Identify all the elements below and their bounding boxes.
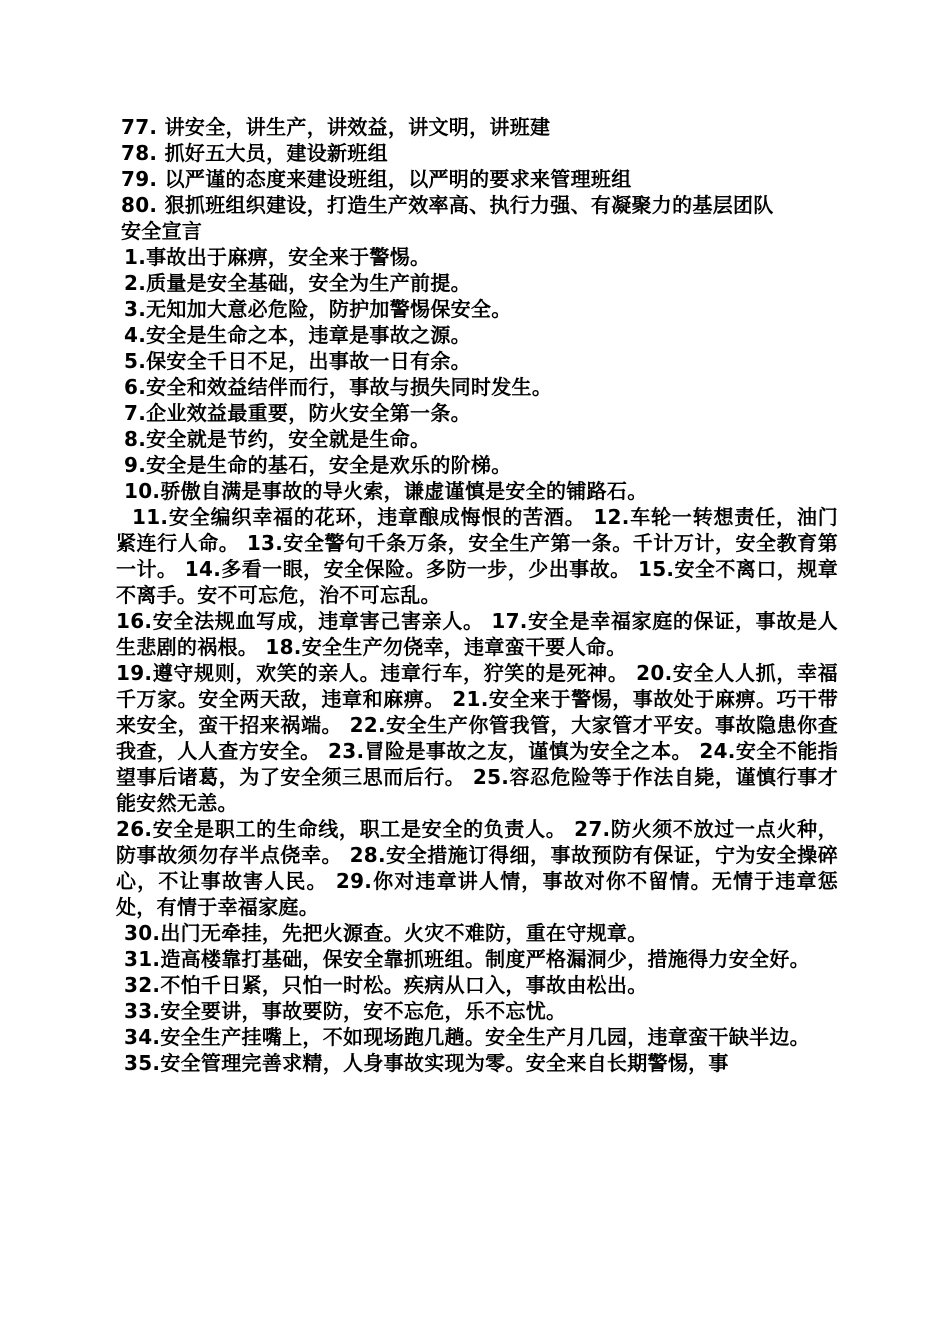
slogan-9: 9.安全是生命的基石，安全是欢乐的阶梯。 [124, 453, 512, 477]
slogan-3: 3.无知加大意必危险，防护加警惕保安全。 [124, 297, 512, 321]
list-item-78: 78. 抓好五大员，建设新班组 [121, 141, 388, 165]
list-item-77: 77. 讲安全，讲生产，讲效益，讲文明，讲班建 [121, 115, 551, 139]
paragraph-16-18: 16.安全法规血写成，违章害己害亲人。 17.安全是幸福家庭的保证，事故是人生悲剧的祸根。 18.安全生产勿侥幸，违章蛮干要人命。 [116, 609, 838, 659]
slogan-31: 31.造高楼靠打基础，保安全靠抓班组。制度严格漏洞少，措施得力安全好。 [124, 947, 810, 971]
paragraph-26-29: 26.安全是职工的生命线，职工是安全的负责人。 27.防火须不放过一点火种，防事故须勿存半点侥幸。 28.安全措施订得细，事故预防有保证，宁为安全操碎心，不让事故害人民。 29.你对违章讲人情，事故对你不留情。无情于违章惩处，有情于幸福家庭。 [116, 817, 838, 919]
slogan-30: 30.出门无牵挂，先把火源查。火灾不难防，重在守规章。 [124, 921, 648, 945]
list-item-80: 80. 狠抓班组织建设，打造生产效率高、执行力强、有凝聚力的基层团队 [121, 193, 774, 217]
slogan-8: 8.安全就是节约，安全就是生命。 [124, 427, 431, 451]
slogan-32: 32.不怕千日紧，只怕一时松。疾病从口入，事故由松出。 [124, 973, 648, 997]
paragraph-19-25: 19.遵守规则，欢笑的亲人。违章行车，狞笑的是死神。 20.安全人人抓，幸福千万家。安全两天敌，违章和麻痹。 21.安全来于警惕，事故处于麻痹。巧干带来安全，蛮干招来祸端。 22.安全生产你管我管，大家管才平安。事故隐患你查我查，人人查方安全。 23.冒险是事故之友，谨慎为安全之本。 24.安全不能指望事后诸葛，为了安全须三思而后行。 25.容忍危险等于作法自毙，谨慎行事才能安然无恙。 [116, 661, 838, 815]
slogan-2: 2.质量是安全基础，安全为生产前提。 [124, 271, 471, 295]
slogan-35: 35.安全管理完善求精，人身事故实现为零。安全来自长期警惕，事 [124, 1051, 729, 1075]
slogan-7: 7.企业效益最重要，防火安全第一条。 [124, 401, 471, 425]
document-page [116, 114, 838, 1076]
slogan-1: 1.事故出于麻痹，安全来于警惕。 [124, 245, 431, 269]
slogan-5: 5.保安全千日不足，出事故一日有余。 [124, 349, 471, 373]
section-title: 安全宣言 [121, 219, 203, 243]
slogan-6: 6.安全和效益结伴而行，事故与损失同时发生。 [124, 375, 553, 399]
slogan-4: 4.安全是生命之本，违章是事故之源。 [124, 323, 471, 347]
list-item-79: 79. 以严谨的态度来建设班组，以严明的要求来管理班组 [121, 167, 632, 191]
slogan-34: 34.安全生产挂嘴上，不如现场跑几趟。安全生产月几园，违章蛮干缺半边。 [124, 1025, 810, 1049]
paragraph-11-15: 11.安全编织幸福的花环，违章酿成悔恨的苦酒。 12.车轮一转想责任，油门紧连行人命。 13.安全警句千条万条，安全生产第一条。千计万计，安全教育第一计。 14.多看一眼，安全保险。多防一步，少出事故。 15.安全不离口，规章不离手。安不可忘危，治不可忘乱。 [116, 505, 838, 607]
slogan-10: 10.骄傲自满是事故的导火索，谦虚谨慎是安全的铺路石。 [124, 479, 648, 503]
slogan-33: 33.安全要讲，事故要防，安不忘危，乐不忘忧。 [124, 999, 567, 1023]
